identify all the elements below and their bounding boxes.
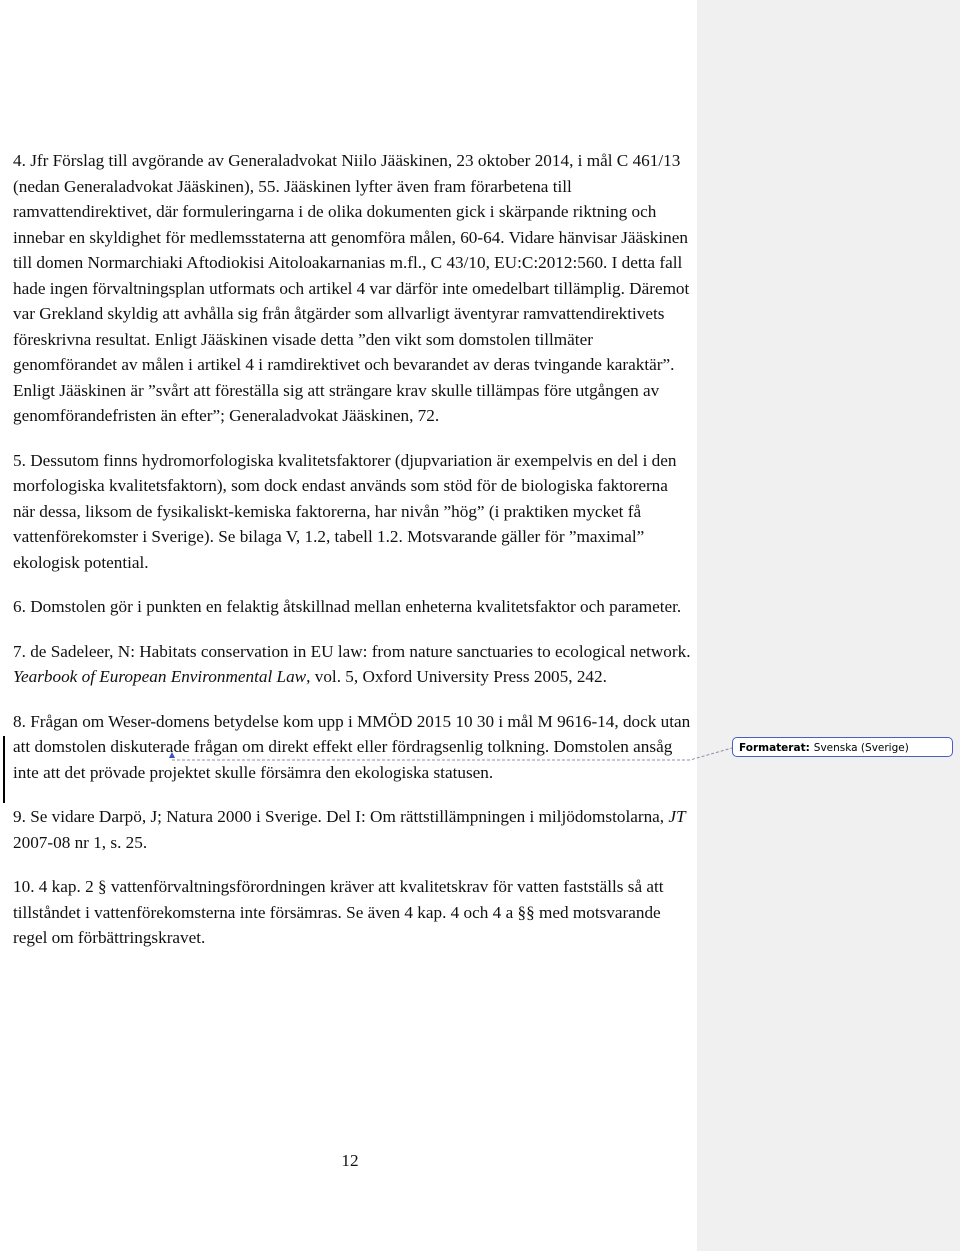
footnote-5 bbox=[13, 448, 693, 576]
formatting-balloon[interactable] bbox=[732, 737, 953, 757]
comment-anchor-marker bbox=[169, 752, 175, 758]
footnote-7 bbox=[13, 639, 693, 690]
footnote-text: Dessutom finns hydromorfologiska kvalitetsfaktorer (djupvariation är exempelvis en del i den morfologiska kvalitetsfaktorn), som dock endast används som stöd för de biologiska faktorerna när dessa, liksom de fysikaliskt-kemiska faktorerna, har nivån ”hög” (i praktiken mycket få vattenförekomster i Sverige). Se bilaga V, 1.2, tabell 1.2. Motsvarande gäller för ”maximal” ekologisk potential. bbox=[13, 450, 677, 572]
footnote-number: 5. bbox=[13, 450, 26, 470]
footnote-text: Domstolen gör i punkten en felaktig åtskillnad mellan enheterna kvalitetsfaktor och parameter. bbox=[30, 597, 682, 616]
footnote-9 bbox=[13, 804, 693, 855]
balloon-label: Formaterat: bbox=[739, 742, 810, 754]
footnote-text-italic: Yearbook of European Environmental Law bbox=[13, 667, 307, 686]
footnote-number: 9. bbox=[13, 807, 26, 826]
footnote-8 bbox=[13, 709, 693, 786]
footnote-number: 7. bbox=[13, 641, 26, 661]
footnote-6 bbox=[13, 594, 693, 620]
footnote-number: 10. bbox=[13, 877, 35, 896]
footnote-10 bbox=[13, 874, 693, 951]
footnote-text-italic: JT bbox=[668, 807, 686, 826]
markup-margin-pane bbox=[697, 0, 960, 1251]
footnote-text-post: 2007-08 nr 1, s. 25. bbox=[13, 832, 148, 852]
footnote-text-pre: de Sadeleer, N: Habitats conservation in EU law: from nature sanctuaries to ecological network. bbox=[30, 641, 691, 661]
footnote-4 bbox=[13, 148, 693, 429]
footnote-text: Frågan om Weser-domens betydelse kom upp i MMÖD 2015 10 30 i mål M 9616-14, dock utan att domstolen diskuterade frågan om direkt effekt eller fördragsenlig tolkning. Domstolen ansåg inte att det prövade projektet skulle försämra den ekologiska statusen. bbox=[13, 711, 691, 782]
footnote-number: 4. bbox=[13, 151, 26, 170]
change-bar bbox=[3, 736, 5, 803]
page-number: 12 bbox=[341, 1151, 359, 1170]
footnote-number: 8. bbox=[13, 711, 26, 731]
footnote-text-post: , vol. 5, Oxford University Press 2005, 242. bbox=[306, 667, 607, 686]
footnote-text: Jfr Förslag till avgörande av Generaladvokat Niilo Jääskinen, 23 oktober 2014, i mål C 461/13 (nedan Generaladvokat Jääskinen), 55. Jääskinen lyfter även fram förarbetena till ramvattendirektivet, där formuleringarna i de olika dokumenten gick i skärpande riktning och innebar en skyldighet för medlemsstaterna att genomföra målen, 60-64. Vidare hänvisar Jääskinen till domen Normarchiaki Aftodiokisi Aitoloakarnanias m.fl., C 43/10, EU:C:2012:560. I detta fall hade ingen förvaltningsplan utformats och artikel 4 var därför inte omedelbart tillämplig. Däremot var Grekland skyldig att avhålla sig från åtgärder som allvarligt äventyrar ramvattendirektivets föreskrivna resultat. Enligt Jääskinen visade detta ”den vikt som domstolen tillmäter genomförandet av målen i artikel 4 i ramdirektivet och bevarandet av deras tvingande karaktär”. Enligt Jääskinen är ”svårt att föreställa sig att strängare krav skulle tillämpas före utgången av genomförandefristen än efter”; Generaladvokat Jääskinen, 72. bbox=[13, 151, 690, 425]
footnote-text-pre: Se vidare Darpö, J; Natura 2000 i Sverige. Del I: Om rättstillämpningen i miljödomstolarna, bbox=[30, 807, 669, 826]
footnotes-body bbox=[13, 148, 693, 970]
footnote-text: 4 kap. 2 § vattenförvaltningsförordningen kräver att kvalitetskrav för vatten fastställs så att tillståndet i vattenförekomsterna inte försämras. Se även 4 kap. 4 och 4 a §§ med motsvarande regel om förbättringskravet. bbox=[13, 877, 664, 947]
footnote-number: 6. bbox=[13, 597, 26, 616]
balloon-value: Svenska (Sverige) bbox=[813, 742, 909, 754]
